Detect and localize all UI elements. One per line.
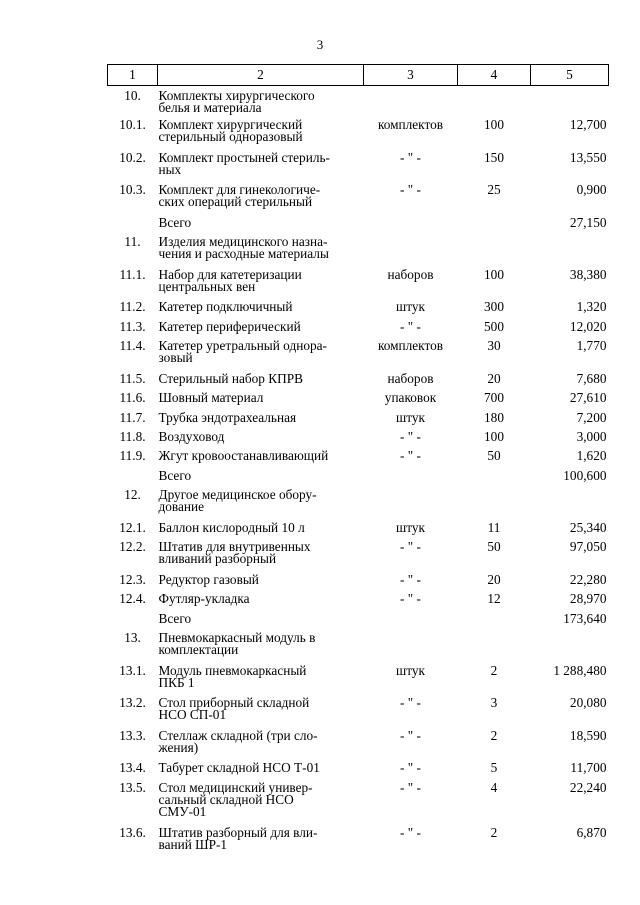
table-row [108,573,609,592]
item-amount: 97,050 [569,539,607,555]
table-header-row [108,65,609,86]
row-number [108,612,158,631]
item-quantity: 50 [487,539,501,555]
item-quantity [458,469,531,488]
table-row [108,86,609,119]
item-amount: 22,240 [569,779,607,795]
item-name: Катетер периферический [158,318,301,334]
table-row [108,430,609,449]
row-number: 13.2. [119,695,146,711]
item-amount: 11,700 [570,760,607,776]
row-number: 10.3. [119,182,146,198]
row-number: 13.5. [119,779,146,795]
item-unit: комплектов [377,117,444,133]
item-quantity: 2 [490,662,498,678]
item-quantity: 100 [484,117,504,133]
item-name: Комплекты хирургического белья и материала [158,88,315,115]
item-amount: 25,340 [569,519,607,535]
item-unit: - " - [400,429,421,444]
item-unit: - " - [400,539,421,555]
item-amount [531,235,609,268]
row-number: 11.2. [119,299,146,315]
item-name: Модуль пневмокаркасный ПКБ 1 [158,662,307,690]
item-amount [531,631,609,664]
row-number: 10.1. [119,117,146,133]
item-quantity: 20 [487,370,501,386]
table-row [108,631,609,664]
table-row [108,339,609,372]
item-unit: - " - [400,318,421,334]
item-quantity: 3 [490,695,498,711]
item-quantity [458,488,531,521]
column-header-5: 5 [531,65,609,86]
item-name: Всего [158,610,192,626]
item-unit: упаковок [384,390,437,406]
table-body [108,86,609,859]
item-unit: - " - [400,571,421,587]
item-unit [364,235,458,268]
table-row [108,592,609,611]
table-row [108,488,609,521]
item-unit: - " - [400,591,421,607]
item-amount: 1,320 [576,299,607,315]
row-number: 12.2. [119,539,146,555]
item-quantity: 300 [484,299,504,315]
item-unit: штук [396,662,425,678]
item-amount: 13,550 [569,149,607,165]
table-row [108,664,609,697]
item-amount: 100,600 [563,467,607,483]
item-unit: - " - [400,779,421,795]
table-row [108,781,609,826]
table-row [108,449,609,468]
item-name: Штатив для внутривенных вливаний разборный [158,539,311,567]
table-row [108,696,609,729]
item-quantity: 20 [487,571,501,587]
item-amount: 3,000 [576,429,607,444]
item-name: Другое медицинское обору- дование [158,487,317,515]
row-number: 11.1. [119,266,146,282]
item-amount: 22,280 [569,571,607,587]
table-row [108,183,609,216]
row-number: 11.4. [119,338,146,354]
item-name: Стол медицинский универ- сальный складной НСО СМУ-01 [158,779,313,819]
item-amount: 7,680 [576,370,607,386]
item-unit: - " - [400,760,421,776]
column-header-3: 3 [364,65,458,86]
item-name: Шовный материал [158,390,264,406]
item-amount: 12,700 [569,117,607,133]
item-name: Набор для катетеризации центральных вен [158,266,302,294]
item-quantity [458,216,531,235]
row-number: 12.1. [119,519,146,535]
item-amount: 38,380 [569,266,607,282]
item-quantity: 30 [487,338,501,354]
item-amount: 20,080 [569,695,607,711]
item-name: Всего [158,467,192,483]
item-amount: 1,620 [576,448,607,464]
table-row [108,216,609,235]
table-row [108,235,609,268]
item-amount: 27,150 [569,214,607,230]
item-quantity: 4 [490,779,498,795]
item-name: Жгут кровоостанавливающий [158,448,329,464]
item-amount: 18,590 [569,727,607,743]
table-row [108,612,609,631]
row-number [108,216,158,235]
table-row [108,521,609,540]
item-name: Всего [158,214,192,230]
item-quantity [458,86,531,119]
table-row [108,268,609,301]
item-name: Футляр-укладка [158,591,250,607]
item-amount: 28,970 [569,591,607,607]
item-unit: наборов [387,370,434,386]
table-row [108,469,609,488]
item-unit [364,469,458,488]
row-number: 11.3. [119,318,146,334]
column-header-1: 1 [108,65,158,86]
item-unit: - " - [400,149,421,165]
item-amount [531,86,609,119]
item-name: Трубка эндотрахеальная [158,409,297,425]
column-header-2: 2 [158,65,364,86]
table-row [108,372,609,391]
item-amount: 12,020 [569,318,607,334]
page-number: 3 [316,37,324,52]
row-number: 12.4. [119,591,146,607]
item-unit [364,631,458,664]
item-quantity: 100 [484,266,504,282]
item-quantity: 50 [487,448,501,464]
row-number [108,469,158,488]
table-row [108,151,609,184]
table-row [108,320,609,339]
specification-table [107,64,609,858]
row-number: 10.2. [119,149,146,165]
item-quantity: 12 [487,591,501,607]
table-row [108,300,609,319]
row-number: 11.6. [119,390,146,406]
row-number: 11.7. [119,409,146,425]
item-name: Табурет складной НСО Т-01 [158,760,320,776]
table-row [108,391,609,410]
item-quantity: 150 [484,149,504,165]
item-unit [364,488,458,521]
item-unit: - " - [400,727,421,743]
item-unit: наборов [387,266,434,282]
item-amount: 173,640 [563,610,607,626]
item-unit: штук [396,299,425,315]
item-name: Штатив разборный для вли- ваний ШР-1 [158,824,318,852]
item-unit: штук [396,519,425,535]
row-number: 11.5. [119,370,146,386]
item-name: Комплект простыней стериль- ных [158,149,330,177]
row-number: 13.1. [119,662,146,678]
row-number: 11. [124,234,141,250]
item-name: Пневмокаркасный модуль в комплектации [158,629,316,657]
table-row [108,826,609,859]
item-quantity [458,631,531,664]
item-quantity: 2 [490,727,498,743]
item-amount: 0,900 [576,182,607,198]
row-number: 13.6. [119,824,146,840]
item-amount: 6,870 [576,824,607,840]
item-quantity [458,235,531,268]
table-row [108,411,609,430]
item-unit [364,612,458,631]
item-name: Катетер подключичный [158,299,293,315]
item-name: Редуктор газовый [158,571,259,587]
item-amount: 1 288,480 [553,662,607,678]
item-quantity: 11 [487,519,501,535]
row-number: 12.3. [119,571,146,587]
item-unit: штук [396,409,425,425]
row-number: 13.4. [119,760,146,776]
item-quantity: 700 [484,390,504,406]
item-quantity: 5 [490,760,498,776]
item-unit: - " - [400,448,421,464]
item-name: Изделия медицинского назна- чения и расходные материалы [158,234,329,262]
row-number: 11.9. [119,448,146,464]
item-unit: - " - [400,824,421,840]
item-unit [364,216,458,235]
table-row [108,118,609,151]
item-unit: - " - [400,182,421,198]
table-row [108,761,609,780]
item-amount: 27,610 [569,390,607,406]
row-number: 13. [124,629,141,645]
table-row [108,729,609,762]
item-name: Стол приборный складной НСО СП-01 [158,695,310,723]
row-number: 11.8. [119,429,146,444]
item-name: Стеллаж складной (три сло- жения) [158,727,318,755]
item-unit: комплектов [377,338,444,354]
item-unit [364,86,458,119]
row-number: 12. [124,487,141,503]
row-number: 10. [124,88,141,103]
item-amount: 7,200 [576,409,607,425]
item-quantity: 500 [484,318,504,334]
item-quantity: 2 [490,824,498,840]
item-quantity: 25 [487,182,501,198]
item-name: Комплект для гинекологиче- ских операций стерильный [158,182,321,210]
item-name: Катетер уретральный однора- зовый [158,338,327,366]
item-name: Воздуховод [158,429,225,444]
item-amount [531,488,609,521]
item-name: Баллон кислородный 10 л [158,519,305,535]
item-unit: - " - [400,695,421,711]
table-row [108,540,609,573]
item-name: Стерильный набор КПРВ [158,370,303,386]
item-quantity [458,612,531,631]
column-header-4: 4 [458,65,531,86]
item-quantity: 180 [484,409,504,425]
item-name: Комплект хирургический стерильный одноразовый [158,117,303,145]
item-quantity: 100 [484,429,504,444]
row-number: 13.3. [119,727,146,743]
item-amount: 1,770 [576,338,607,354]
